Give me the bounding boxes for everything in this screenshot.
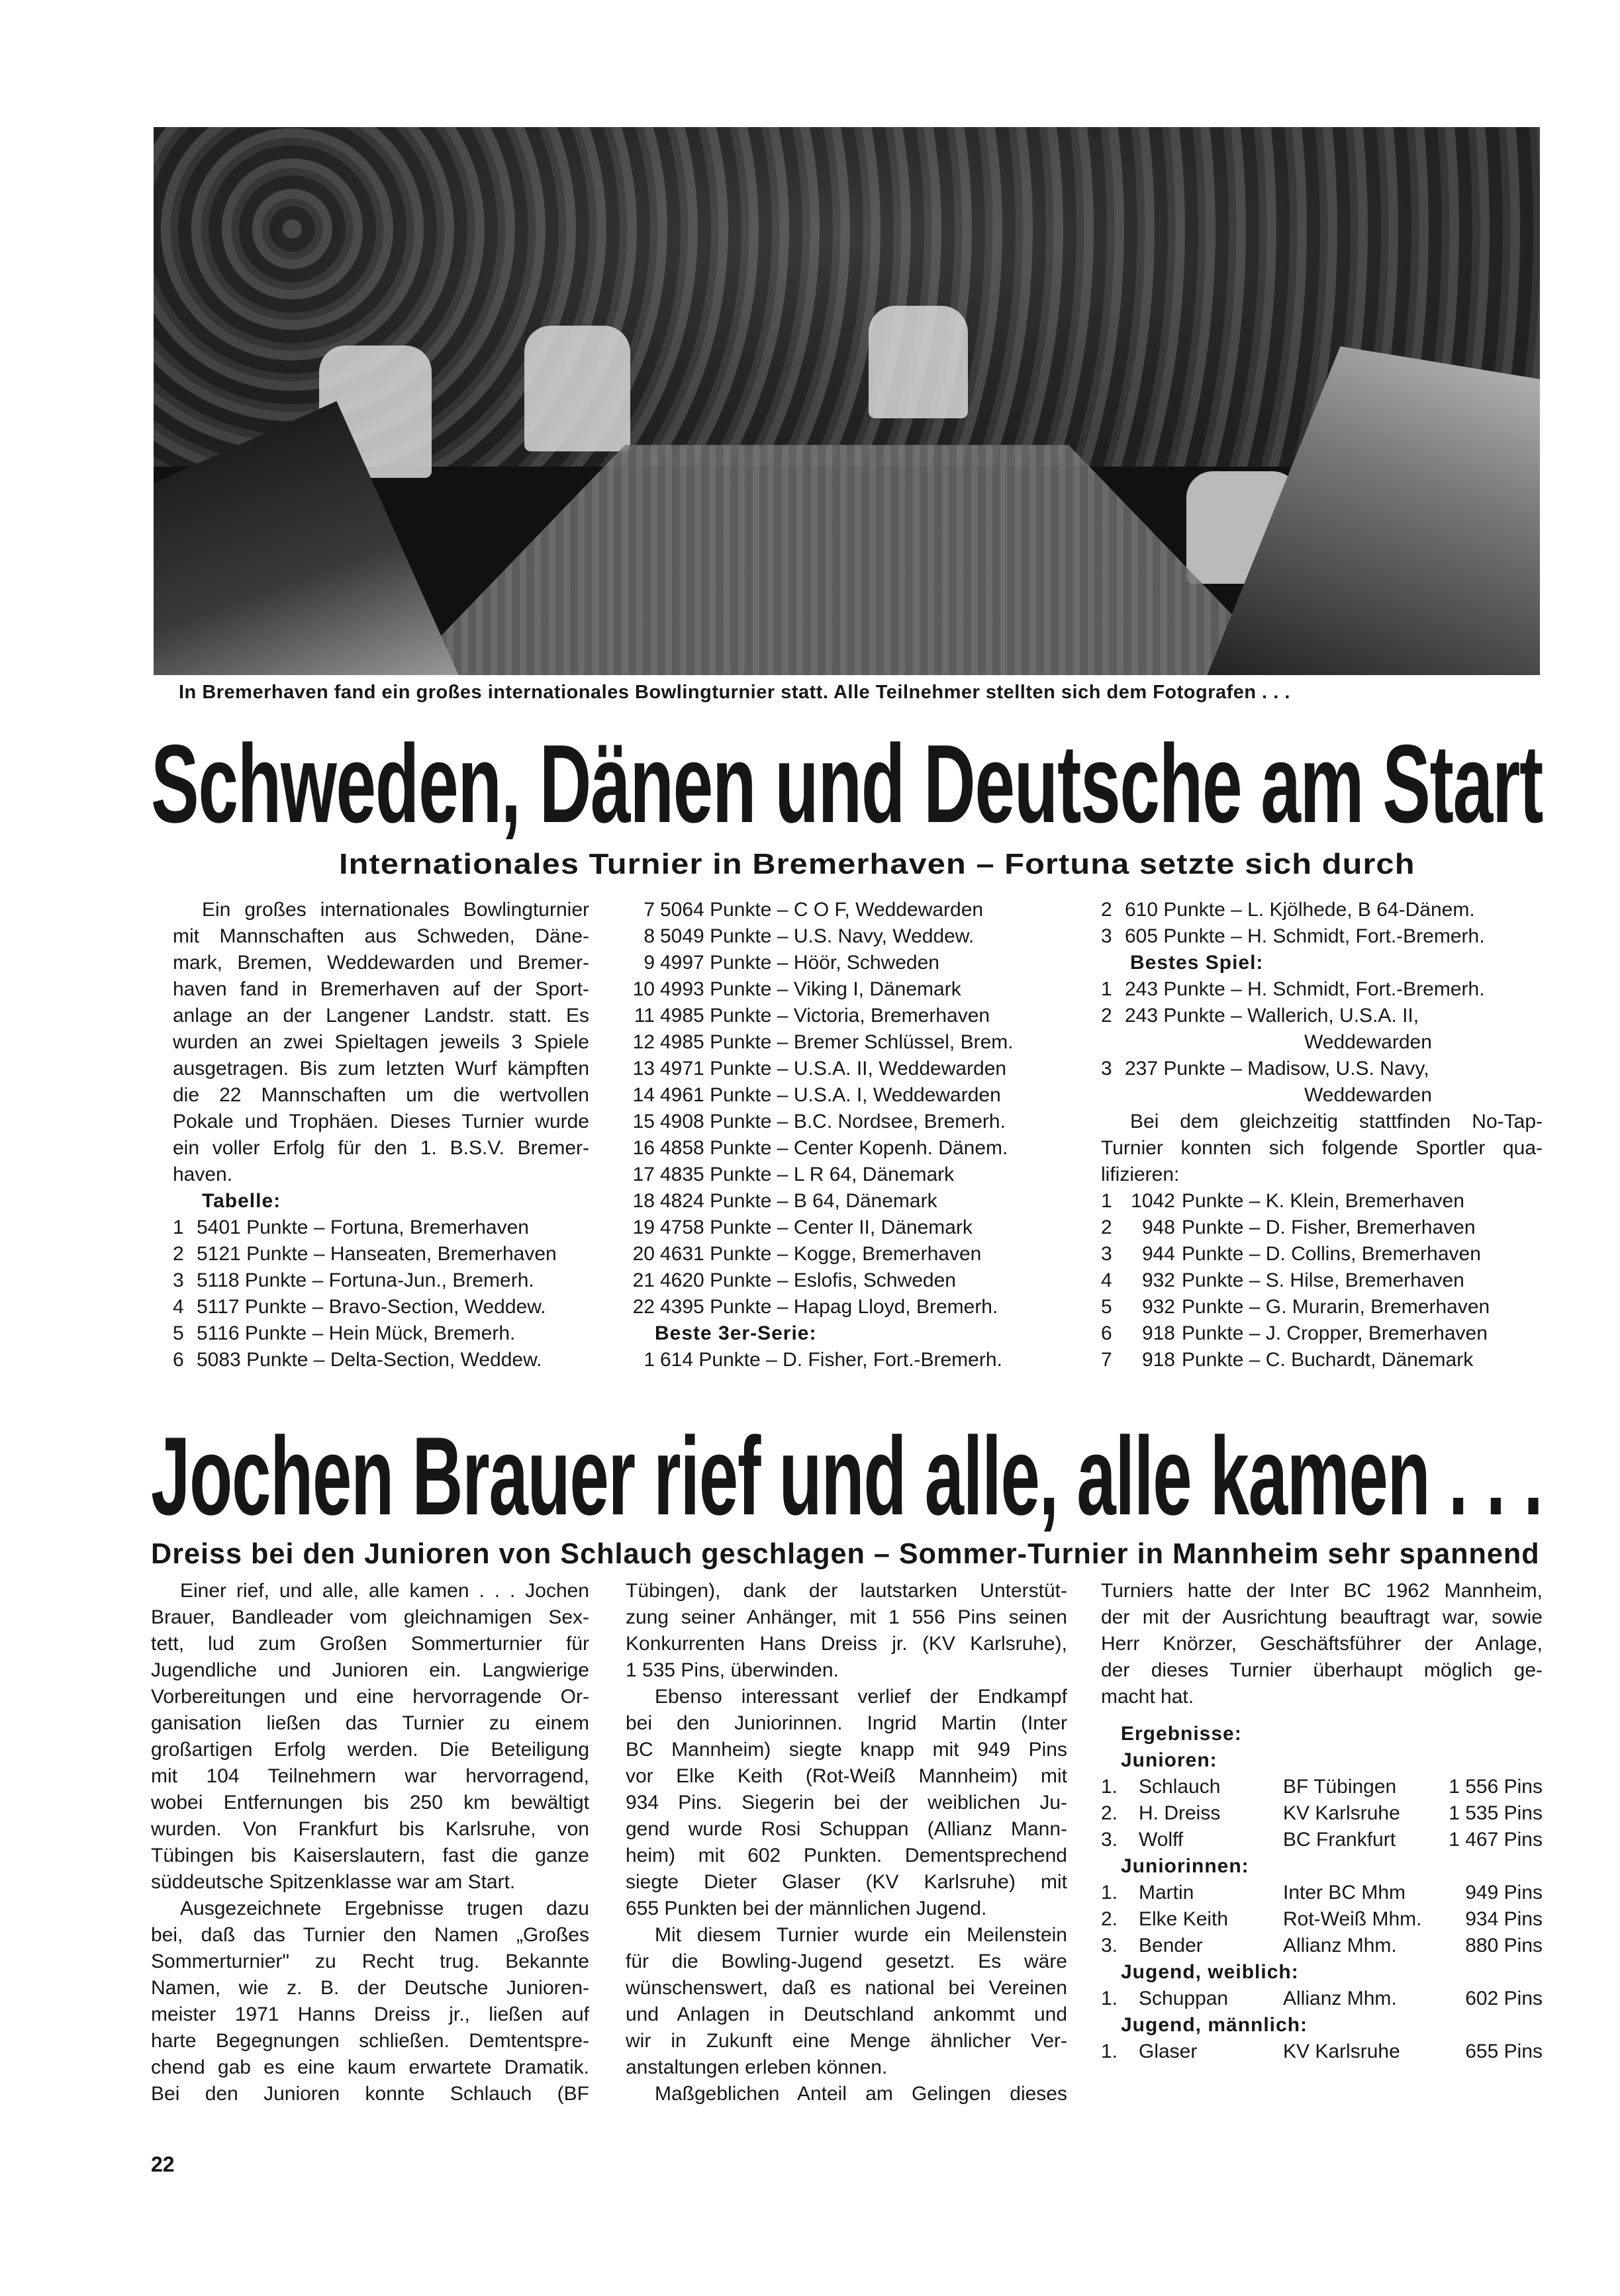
text-line: haven fand in Bremerhaven auf der Sport-: [173, 978, 589, 1000]
rank: 1: [643, 1349, 655, 1371]
notap-list: [1101, 1188, 1543, 1373]
bowling-group-photo: [154, 127, 1540, 675]
results-label: Ergebnisse:: [1121, 1723, 1242, 1745]
results-row: [1101, 1986, 1543, 2012]
result-club: KV Karlsruhe: [1283, 2041, 1400, 2062]
result-pins: 934 Pins: [1465, 1908, 1543, 1930]
rank: 3: [1101, 1058, 1112, 1079]
list-row: [626, 1162, 1045, 1188]
entry: 5121 Punkte – Hanseaten, Bremerhaven: [197, 1243, 557, 1265]
text-line: vor Elke Keith (Rot-Weiß Mannheim) mit: [626, 1765, 1067, 1787]
rank: 16: [632, 1137, 655, 1159]
article2-text-3: [1101, 1578, 1543, 1710]
entry: 4858 Punkte – Center Kopenh. Dänem.: [660, 1137, 1008, 1159]
rank: 20: [632, 1243, 655, 1265]
rank: 11: [634, 1005, 655, 1027]
entry: 5118 Punkte – Fortuna-Jun., Bremerh.: [197, 1269, 534, 1291]
text-line: wünschenswert, daß es national bei Vereinen: [626, 1977, 1067, 1999]
list-row: [626, 1003, 1045, 1029]
text-line: wir in Zukunft eine Menge ähnlicher Ver-: [626, 2030, 1067, 2052]
spiel-label: Bestes Spiel:: [1130, 952, 1264, 974]
result-pins: 1 467 Pins: [1449, 1829, 1543, 1851]
points: 918: [1141, 1322, 1175, 1344]
text-line: ausgetragen. Bis zum letzten Wurf kämpften: [173, 1058, 589, 1079]
points: 932: [1141, 1296, 1175, 1318]
article1-subhead: Internationales Turnier in Bremerhaven – Fortuna setzte sich durch: [339, 848, 1415, 880]
result-pins: 602 Pins: [1465, 1988, 1543, 2009]
rank: 14: [632, 1084, 655, 1106]
tabelle-list: [173, 1215, 589, 1373]
text-line: Brauer, Bandleader vom gleichnamigen Sex-: [151, 1606, 589, 1628]
article2-column-3: [1101, 1578, 1543, 2065]
results-row: [1101, 2039, 1543, 2065]
text-line: wurden an zwei Spieltagen jeweils 3 Spiele: [173, 1031, 589, 1053]
text-line: Turnier konnten sich folgende Sportler qua-: [1101, 1137, 1543, 1159]
entry: 4961 Punkte – U.S.A. I, Weddewarden: [660, 1084, 1001, 1106]
results-group-label: Junioren:: [1121, 1749, 1217, 1771]
rank: 17: [632, 1164, 655, 1185]
entry: 614 Punkte – D. Fisher, Fort.-Bremerh.: [660, 1349, 1002, 1371]
list-row: [626, 923, 1045, 950]
list-row: [173, 1267, 589, 1294]
entry: 5116 Punkte – Hein Mück, Bremerh.: [197, 1322, 516, 1344]
result-pins: 880 Pins: [1465, 1935, 1543, 1956]
rank: 15: [632, 1111, 655, 1132]
text-line: heim) mit 602 Punkten. Dementsprechend: [626, 1845, 1067, 1866]
entry: 243 Punkte – H. Schmidt, Fort.-Bremerh.: [1125, 978, 1485, 1000]
text-line: Jugendliche und Junioren ein. Langwierige: [151, 1659, 589, 1681]
article2-column-1: [151, 1578, 589, 2107]
result-club: Rot-Weiß Mhm.: [1283, 1908, 1422, 1930]
text-line: 655 Punkten bei der männlichen Jugend.: [626, 1898, 987, 1919]
article1-headline: Schweden, Dänen und Deutsche am Start: [151, 721, 1543, 846]
list-row: [626, 950, 1045, 976]
photo-figure: [524, 326, 630, 451]
text-line: mit 104 Teilnehmern war hervorragend,: [151, 1765, 589, 1787]
result-pins: 949 Pins: [1465, 1882, 1543, 1904]
text-line: meister 1971 Hanns Dreiss jr., ließen auf: [151, 2003, 589, 2025]
article2-text-2: [626, 1578, 1067, 2107]
result-rank: 1.: [1101, 2041, 1118, 2062]
text-line: für die Bowling-Jugend gesetzt. Es wäre: [626, 1951, 1067, 1972]
rank: 7: [643, 899, 655, 921]
text-line: ganisation ließen das Turnier zu einem: [151, 1712, 589, 1734]
result-name: Schlauch: [1139, 1776, 1221, 1798]
result-rank: 2.: [1101, 1908, 1118, 1930]
rank: 8: [643, 925, 655, 947]
entry: 4993 Punkte – Viking I, Dänemark: [660, 978, 961, 1000]
text-line: tett, lud zum Großen Sommerturnier für: [151, 1633, 589, 1655]
result-club: KV Karlsruhe: [1283, 1802, 1400, 1824]
text-line: bei, daß das Turnier den Namen „Großes: [151, 1924, 589, 1946]
text-line: 934 Pins. Siegerin bei der weiblichen Ju-: [626, 1792, 1067, 1814]
rank: 22: [632, 1296, 655, 1318]
rank: 13: [632, 1058, 655, 1079]
text-line: BC Mannheim) siegte knapp mit 949 Pins: [626, 1739, 1067, 1761]
result-name: Schuppan: [1139, 1988, 1229, 2009]
rank: 5: [173, 1322, 184, 1344]
entry: Punkte – C. Buchardt, Dänemark: [1182, 1349, 1474, 1371]
list-row: [1101, 1241, 1543, 1267]
rank: 21: [632, 1269, 655, 1291]
rank: 10: [632, 978, 655, 1000]
entry: 4985 Punkte – Victoria, Bremerhaven: [660, 1005, 990, 1027]
points: 932: [1141, 1269, 1175, 1291]
rank: 12: [632, 1031, 655, 1053]
entry: 610 Punkte – L. Kjölhede, B 64-Dänem.: [1125, 899, 1475, 921]
text-line: süddeutsche Spitzenklasse war am Start.: [151, 1871, 516, 1893]
entry: Punkte – J. Cropper, Bremerhaven: [1182, 1322, 1488, 1344]
rank: 2: [1101, 1005, 1112, 1027]
result-name: Glaser: [1139, 2041, 1198, 2062]
rank: 1: [1101, 978, 1112, 1000]
text-line: Maßgeblichen Anteil am Gelingen dieses: [655, 2083, 1067, 2105]
spiel-list: [1101, 976, 1543, 1109]
list-row: [626, 1215, 1045, 1241]
results-group-label: Jugend, männlich:: [1121, 2014, 1308, 2036]
text-line: Bei den Junioren konnte Schlauch (BF: [151, 2083, 589, 2105]
list-row: [626, 976, 1045, 1003]
rank: 19: [632, 1217, 655, 1238]
page-number: 22: [151, 2152, 175, 2176]
list-row: [626, 1294, 1045, 1320]
entry: 243 Punkte – Wallerich, U.S.A. II,: [1125, 1005, 1419, 1027]
result-name: Wolff: [1139, 1829, 1184, 1851]
result-club: Allianz Mhm.: [1283, 1988, 1397, 2009]
rank: 4: [173, 1296, 184, 1318]
results-row: [1101, 1774, 1543, 1800]
text-line: Ausgezeichnete Ergebnisse trugen dazu: [180, 1898, 589, 1919]
result-rank: 3.: [1101, 1829, 1118, 1851]
results-table: [1101, 1747, 1543, 2065]
text-line: der dieses Turnier überhaupt möglich ge-: [1101, 1659, 1543, 1681]
text-line: Ein großes internationales Bowlingturnier: [202, 899, 589, 921]
text-line: Konkurrenten Hans Dreiss jr. (KV Karlsruhe),: [626, 1633, 1067, 1655]
result-name: H. Dreiss: [1139, 1802, 1221, 1824]
list-row: [626, 1082, 1045, 1109]
entry: 5117 Punkte – Bravo-Section, Weddew.: [197, 1296, 546, 1318]
rank: 18: [632, 1190, 655, 1212]
text-line: chend gab es eine kaum erwartete Dramatik.: [151, 2056, 589, 2078]
list-row: [626, 1267, 1045, 1294]
serie-label: Beste 3er-Serie:: [655, 1322, 817, 1344]
results-row: [1101, 1880, 1543, 1906]
text-line: Tübingen), dank der lautstarken Unterstüt-: [626, 1580, 1067, 1602]
tabelle-list-cont: [626, 897, 1045, 1320]
article1-intro: [173, 897, 589, 1188]
text-line: großartigen Erfolg werden. Die Beteiligung: [151, 1739, 589, 1761]
list-row: [1101, 1347, 1543, 1373]
article1-column-1: [173, 897, 589, 1373]
entry: 5401 Punkte – Fortuna, Bremerhaven: [197, 1217, 529, 1238]
text-line: haven.: [173, 1164, 233, 1185]
result-club: Allianz Mhm.: [1283, 1935, 1397, 1956]
photo-caption: In Bremerhaven fand ein großes internationales Bowlingturnier statt. Alle Teilnehmer stellten sich dem Fotografen . . .: [179, 682, 1290, 703]
text-line: Tübingen bis Kaiserslautern, fast die ganze: [151, 1845, 589, 1866]
photo-lane: [403, 445, 1290, 675]
entry-continuation: Weddewarden: [1304, 1031, 1432, 1053]
result-pins: 1 535 Pins: [1449, 1802, 1543, 1824]
result-club: BF Tübingen: [1283, 1776, 1397, 1798]
result-name: Bender: [1139, 1935, 1203, 1956]
result-rank: 1.: [1101, 1988, 1118, 2009]
text-line: die 22 Mannschaften um die wertvollen: [173, 1084, 589, 1106]
entry: 5083 Punkte – Delta-Section, Weddew.: [197, 1349, 542, 1371]
entry: Punkte – K. Klein, Bremerhaven: [1182, 1190, 1464, 1212]
text-line: wobei Entfernungen bis 250 km bewältigt: [151, 1792, 589, 1814]
list-row: [626, 897, 1045, 923]
results-group-label: Jugend, weiblich:: [1121, 1961, 1299, 1983]
text-line: anstaltungen erleben können.: [626, 2056, 888, 2078]
article2-headline: Jochen Brauer rief und alle, alle kamen . . .: [151, 1414, 1543, 1538]
list-row: [626, 1135, 1045, 1162]
result-rank: 3.: [1101, 1935, 1118, 1956]
tabelle-label: Tabelle:: [202, 1190, 281, 1212]
text-line: 1 535 Pins, überwinden.: [626, 1659, 839, 1681]
rank: 2: [1101, 1217, 1112, 1238]
article2-text-1: [151, 1578, 589, 2107]
text-line: siegte Dieter Glaser (KV Karlsruhe) mit: [626, 1871, 1067, 1893]
result-name: Elke Keith: [1139, 1908, 1229, 1930]
serie-list: [626, 1347, 1045, 1373]
result-name: Martin: [1139, 1882, 1194, 1904]
serie-list-cont: [1101, 897, 1543, 950]
text-line: Turniers hatte der Inter BC 1962 Mannheim,: [1101, 1580, 1543, 1602]
text-line: lifizieren:: [1101, 1164, 1180, 1185]
text-line: anlage an der Langener Landstr. statt. Es: [173, 1005, 589, 1027]
article1-column-2: [626, 897, 1045, 1373]
entry: 4631 Punkte – Kogge, Bremerhaven: [660, 1243, 982, 1265]
list-row: [173, 1347, 589, 1373]
entry: 237 Punkte – Madisow, U.S. Navy,: [1125, 1058, 1429, 1079]
text-line: Bei dem gleichzeitig stattfinden No-Tap-: [1130, 1111, 1543, 1132]
notap-paragraph: [1101, 1109, 1543, 1188]
rank: 9: [643, 952, 655, 974]
text-line: und Anlagen in Deutschland ankommt und: [626, 2003, 1067, 2025]
article2-column-2: [626, 1578, 1067, 2107]
list-row: [1101, 1056, 1543, 1082]
rank: 4: [1101, 1269, 1112, 1291]
list-row: [626, 1056, 1045, 1082]
text-line: mit Mannschaften aus Schweden, Däne-: [173, 925, 589, 947]
points: 918: [1141, 1349, 1175, 1371]
list-row: [1101, 1320, 1543, 1347]
rank: 3: [1101, 1243, 1112, 1265]
list-row: [626, 1029, 1045, 1056]
text-line: Herr Knörzer, Geschäftsführer der Anlage,: [1101, 1633, 1543, 1655]
result-rank: 1.: [1101, 1776, 1118, 1798]
rank: 7: [1101, 1349, 1112, 1371]
text-line: ein voller Erfolg für den 1. B.S.V. Bremer-: [173, 1137, 589, 1159]
rank: 6: [1101, 1322, 1112, 1344]
entry: 4835 Punkte – L R 64, Dänemark: [660, 1164, 955, 1185]
points: 944: [1141, 1243, 1175, 1265]
entry: 4395 Punkte – Hapag Lloyd, Bremerh.: [660, 1296, 998, 1318]
list-row: [1101, 1294, 1543, 1320]
list-row: [626, 1188, 1045, 1215]
entry: 5064 Punkte – C O F, Weddewarden: [660, 899, 984, 921]
text-line: Namen, wie z. B. der Deutsche Junioren-: [151, 1977, 589, 1999]
text-line: zung seiner Anhänger, mit 1 556 Pins seinen: [626, 1606, 1067, 1628]
result-club: Inter BC Mhm: [1283, 1882, 1406, 1904]
list-row: [173, 1294, 589, 1320]
photo-figure: [869, 306, 968, 418]
text-line: Einer rief, und alle, alle kamen . . . Jochen: [180, 1580, 589, 1602]
entry: 4985 Punkte – Bremer Schlüssel, Brem.: [660, 1031, 1014, 1053]
text-line: Vorbereitungen und eine hervorragende Or-: [151, 1686, 589, 1708]
rank: 5: [1101, 1296, 1112, 1318]
text-line: Pokale und Trophäen. Dieses Turnier wurde: [173, 1111, 589, 1132]
list-row: [1101, 1003, 1543, 1029]
entry: 5049 Punkte – U.S. Navy, Weddew.: [660, 925, 975, 947]
text-line: Mit diesem Turnier wurde ein Meilenstein: [655, 1924, 1067, 1946]
text-line: wurden. Von Frankfurt bis Karlsruhe, von: [151, 1818, 589, 1840]
list-row: [1101, 976, 1543, 1003]
list-row: [173, 1320, 589, 1347]
result-club: BC Frankfurt: [1283, 1829, 1396, 1851]
text-line: harte Begegnungen schließen. Demtentspre-: [151, 2030, 589, 2052]
text-line: mark, Bremen, Weddewarden und Bremer-: [173, 952, 589, 974]
entry-continuation: Weddewarden: [1304, 1084, 1432, 1106]
entry: 4824 Punkte – B 64, Dänemark: [660, 1190, 937, 1212]
rank: 1: [173, 1217, 184, 1238]
result-pins: 1 556 Pins: [1449, 1776, 1543, 1798]
rank: 3: [1101, 925, 1112, 947]
entry: 4971 Punkte – U.S.A. II, Weddewarden: [660, 1058, 1007, 1079]
list-row: [626, 1241, 1045, 1267]
list-row: [173, 1215, 589, 1241]
results-group-label: Juniorinnen:: [1121, 1855, 1249, 1877]
results-row: [1101, 1906, 1543, 1933]
rank: 1: [1101, 1190, 1112, 1212]
text-line: bei den Juniorinnen. Ingrid Martin (Inter: [626, 1712, 1067, 1734]
entry: Punkte – D. Fisher, Bremerhaven: [1182, 1217, 1476, 1238]
text-line: macht hat.: [1101, 1686, 1194, 1708]
rank: 2: [173, 1243, 184, 1265]
text-line: Ebenso interessant verlief der Endkampf: [655, 1686, 1067, 1708]
rank: 6: [173, 1349, 184, 1371]
list-row: [626, 1347, 1045, 1373]
result-rank: 2.: [1101, 1802, 1118, 1824]
result-pins: 655 Pins: [1465, 2041, 1543, 2062]
results-row: [1101, 1800, 1543, 1827]
list-row: [1101, 1188, 1543, 1215]
entry: 4908 Punkte – B.C. Nordsee, Bremerh.: [660, 1111, 1006, 1132]
result-rank: 1.: [1101, 1882, 1118, 1904]
list-row: [1101, 923, 1543, 950]
list-row: [1101, 1215, 1543, 1241]
text-line: der mit der Ausrichtung beauftragt war, sowie: [1101, 1606, 1543, 1628]
list-row: [173, 1241, 589, 1267]
entry: Punkte – D. Collins, Bremerhaven: [1182, 1243, 1481, 1265]
entry: 4758 Punkte – Center II, Dänemark: [660, 1217, 973, 1238]
list-row: [626, 1109, 1045, 1135]
entry: Punkte – G. Murarin, Bremerhaven: [1182, 1296, 1490, 1318]
rank: 2: [1101, 899, 1112, 921]
results-row: [1101, 1933, 1543, 1959]
entry: 605 Punkte – H. Schmidt, Fort.-Bremerh.: [1125, 925, 1485, 947]
points: 1042: [1131, 1190, 1175, 1212]
entry: Punkte – S. Hilse, Bremerhaven: [1182, 1269, 1464, 1291]
text-line: Sommerturnier" zu Recht trug. Bekannte: [151, 1951, 589, 1972]
article2-subhead: Dreiss bei den Junioren von Schlauch geschlagen – Sommer-Turnier in Mannheim sehr spannend: [151, 1538, 1540, 1570]
list-row: [1101, 1267, 1543, 1294]
list-row: [1101, 897, 1543, 923]
rank: 3: [173, 1269, 184, 1291]
points: 948: [1141, 1217, 1175, 1238]
text-line: gend wurde Rosi Schuppan (Allianz Mann-: [626, 1818, 1067, 1840]
results-row: [1101, 1827, 1543, 1853]
entry: 4620 Punkte – Eslofis, Schweden: [660, 1269, 956, 1291]
article1-column-3: [1101, 897, 1543, 1373]
entry: 4997 Punkte – Höör, Schweden: [660, 952, 939, 974]
